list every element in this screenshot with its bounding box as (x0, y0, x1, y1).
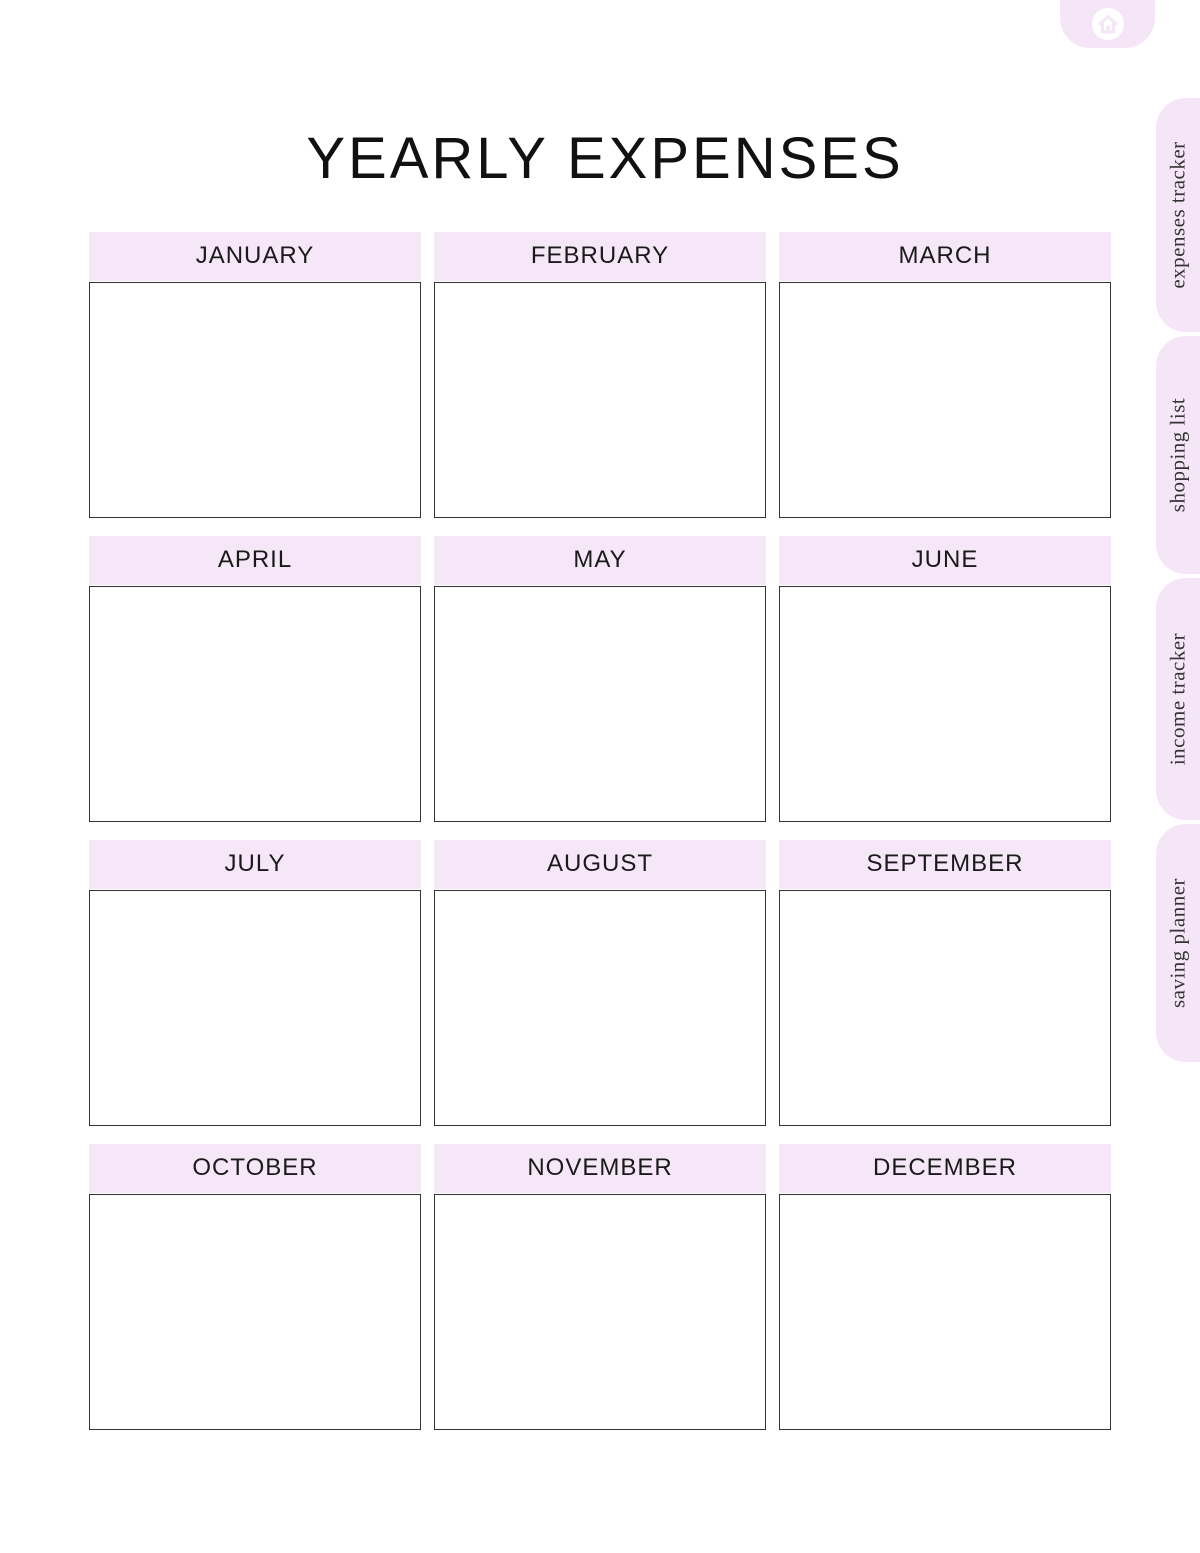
month-header: AUGUST (434, 840, 766, 889)
month-header: JUNE (779, 536, 1111, 585)
month-card-may (434, 536, 766, 823)
month-card-july (89, 840, 421, 1127)
home-tab[interactable] (1060, 0, 1155, 48)
month-card-october (89, 1144, 421, 1431)
tab-income-tracker[interactable] (1156, 578, 1200, 820)
month-entry-box[interactable] (434, 890, 766, 1126)
month-card-august (434, 840, 766, 1127)
month-card-november (434, 1144, 766, 1431)
month-card-september (779, 840, 1111, 1127)
month-header: NOVEMBER (434, 1144, 766, 1193)
month-entry-box[interactable] (434, 282, 766, 518)
tab-saving-planner[interactable] (1156, 824, 1200, 1062)
month-header: MAY (434, 536, 766, 585)
month-entry-box[interactable] (434, 586, 766, 822)
month-card-december (779, 1144, 1111, 1431)
month-header: FEBRUARY (434, 232, 766, 281)
month-entry-box[interactable] (434, 1194, 766, 1430)
tab-label: shopping list (1165, 397, 1190, 513)
month-card-february (434, 232, 766, 519)
month-grid (89, 232, 1111, 1431)
tab-label: saving planner (1165, 877, 1190, 1009)
tab-label: income tracker (1165, 632, 1190, 766)
month-header: DECEMBER (779, 1144, 1111, 1193)
month-header: APRIL (89, 536, 421, 585)
month-header: JULY (89, 840, 421, 889)
month-header: MARCH (779, 232, 1111, 281)
month-entry-box[interactable] (89, 1194, 421, 1430)
month-entry-box[interactable] (89, 282, 421, 518)
month-entry-box[interactable] (779, 586, 1111, 822)
month-card-march (779, 232, 1111, 519)
month-entry-box[interactable] (779, 282, 1111, 518)
page-title: YEARLY EXPENSES (306, 126, 904, 191)
home-icon (1090, 0, 1126, 42)
month-header: OCTOBER (89, 1144, 421, 1193)
month-header: SEPTEMBER (779, 840, 1111, 889)
month-entry-box[interactable] (779, 1194, 1111, 1430)
tab-label: expenses tracker (1165, 141, 1190, 289)
month-entry-box[interactable] (779, 890, 1111, 1126)
month-card-june (779, 536, 1111, 823)
month-card-january (89, 232, 421, 519)
month-entry-box[interactable] (89, 890, 421, 1126)
month-card-april (89, 536, 421, 823)
tab-shopping-list[interactable] (1156, 336, 1200, 574)
month-header: JANUARY (89, 232, 421, 281)
month-entry-box[interactable] (89, 586, 421, 822)
